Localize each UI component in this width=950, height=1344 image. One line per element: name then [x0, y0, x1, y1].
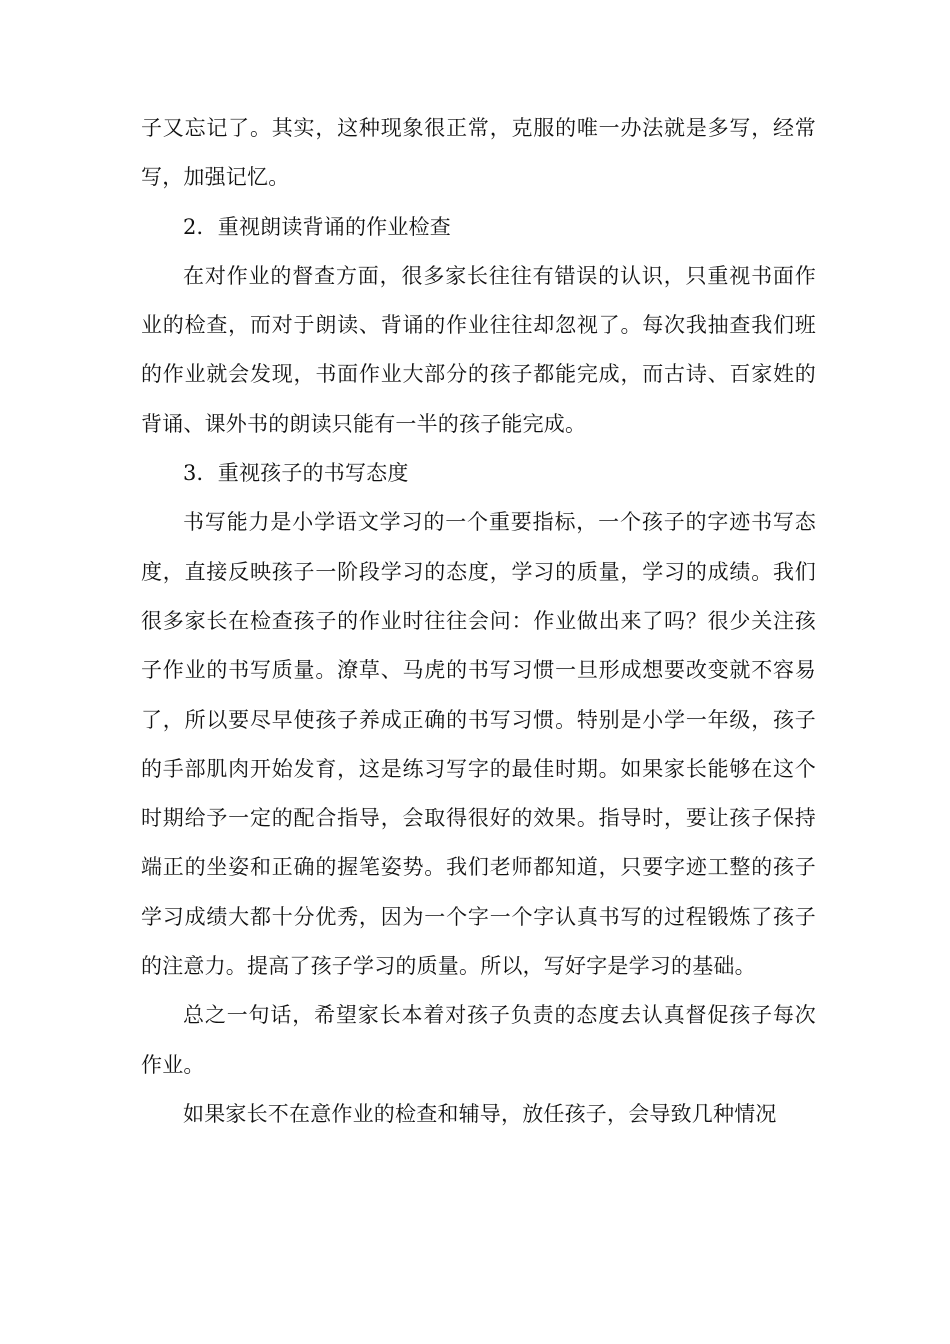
- paragraph-continuation: 子又忘记了。其实，这种现象很正常，克服的唯一办法就是多写，经常写，加强记忆。: [141, 116, 816, 190]
- paragraph-writing-attitude: 书写能力是小学语文学习的一个重要指标，一个孩子的字迹书写态度，直接反映孩子一阶段学习的态度，学习的质量，学习的成绩。我们很多家长在检查孩子的作业时往往会问：作业做出来了吗？很少关注孩子作业的书写质量。潦草、马虎的书写习惯一旦形成想要改变就不容易了，所以要尽早使孩子养成正确的书写习惯。特别是小学一年级，孩子的手部肌肉开始发育，这是练习写字的最佳时期。如果家长能够在这个时期给予一定的配合指导，会取得很好的效果。指导时，要让孩子保持端正的坐姿和正确的握笔姿势。我们老师都知道，只要字迹工整的孩子学习成绩大都十分优秀，因为一个字一个字认真书写的过程锻炼了孩子的注意力。提高了孩子学习的质量。所以，写好字是学习的基础。: [141, 510, 816, 979]
- paragraph-summary: 总之一句话，希望家长本着对孩子负责的态度去认真督促孩子每次作业。: [141, 1003, 816, 1077]
- section-heading-3: 3．重视孩子的书写态度: [183, 461, 409, 486]
- section-heading-2: 2．重视朗读背诵的作业检查: [183, 214, 451, 239]
- paragraph-reading-check: 在对作业的督查方面，很多家长往往有错误的认识，只重视书面作业的检查，而对于朗读、背诵的作业往往却忽视了。每次我抽查我们班的作业就会发现，书面作业大部分的孩子都能完成，而古诗、百家姓的背诵、课外书的朗读只能有一半的孩子能完成。: [141, 263, 816, 436]
- paragraph-consequences: 如果家长不在意作业的检查和辅导，放任孩子，会导致几种情况: [183, 1101, 777, 1126]
- document-body: [141, 104, 816, 1139]
